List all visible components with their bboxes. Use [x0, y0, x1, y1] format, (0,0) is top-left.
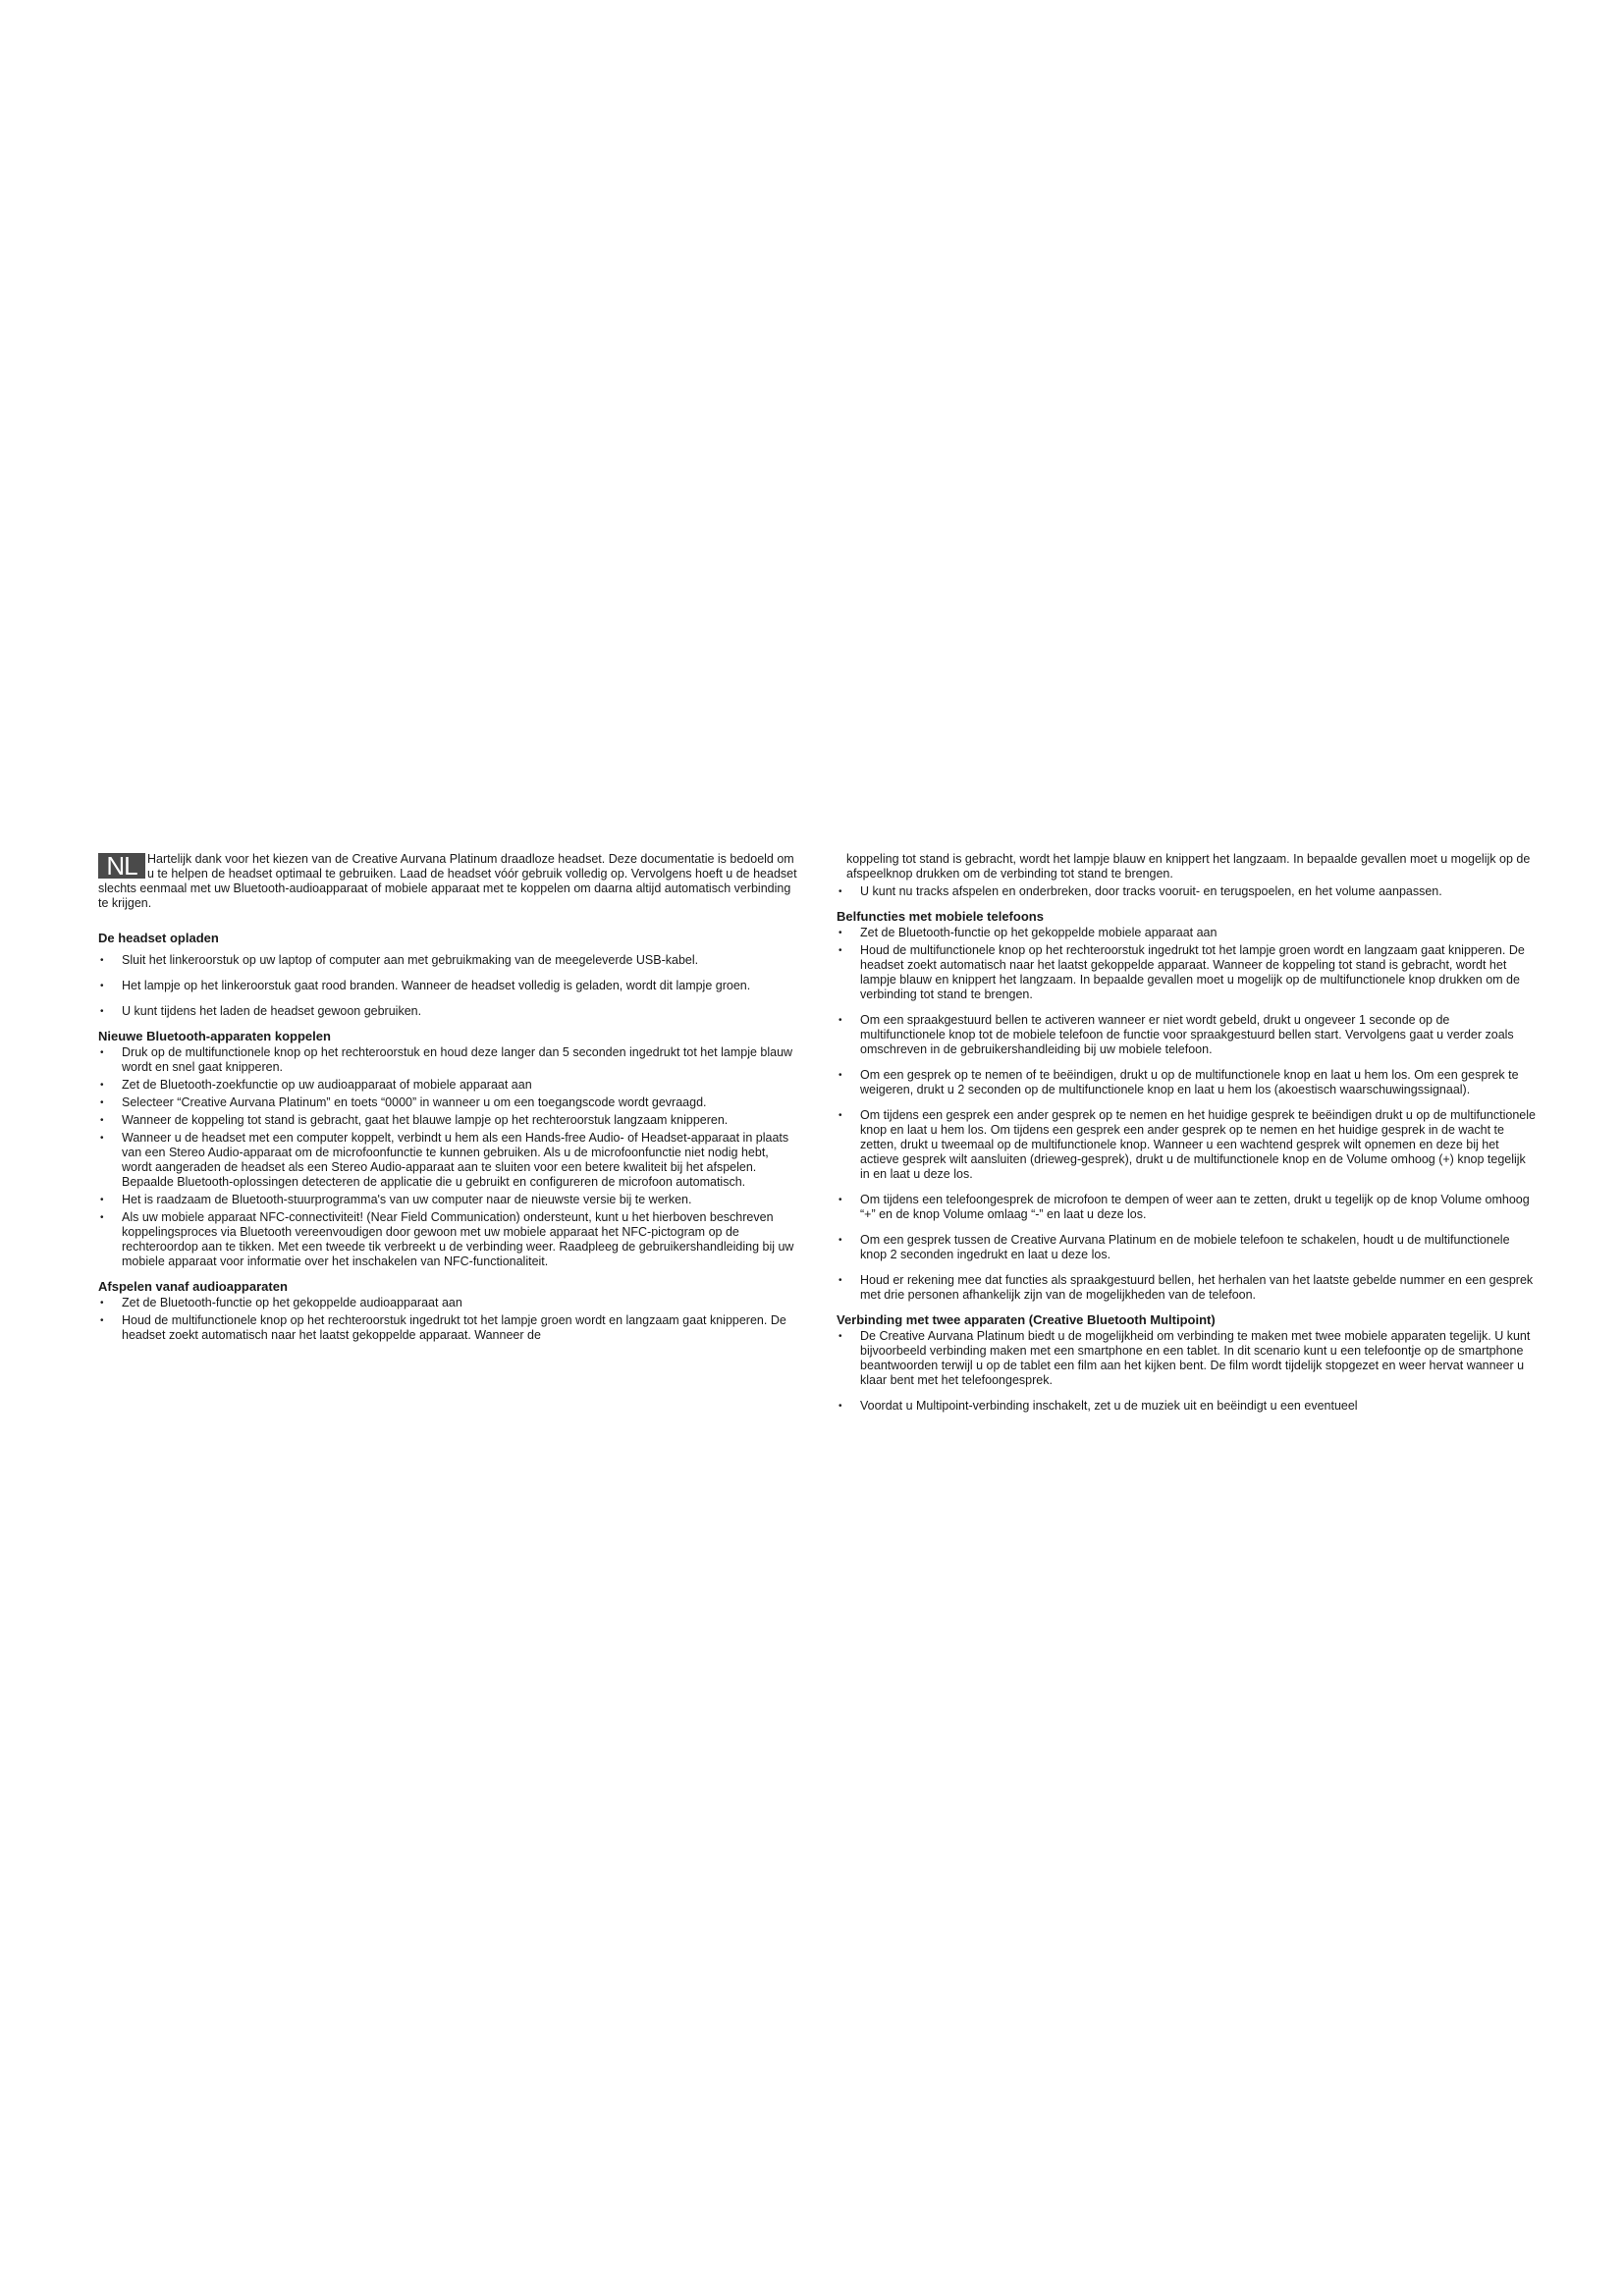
list-item: • Om een gesprek op te nemen of te beëindigen, drukt u op de multifunctionele knop en laat u hem los. Om een gesprek te weigeren, drukt u 2 seconden op de multifunctionele knop en laat u hem los (akoestisch waarschuwingssignaal). — [837, 1068, 1536, 1097]
list-item: • Druk op de multifunctionele knop op het rechteroorstuk en houd deze langer dan 5 seconden ingedrukt tot het lampje blauw wordt en snel gaat knipperen. — [98, 1045, 797, 1075]
list-item: • Als uw mobiele apparaat NFC-connectiviteit! (Near Field Communication) ondersteunt, kunt u het hierboven beschreven koppelingsproces via Bluetooth vereenvoudigen door gewoon met uw mobiele apparaat het NFC-pictogram op de rechteroordop aan te tikken. Met een tweede tik verbreekt u de verbinding weer. Raadpleeg de gebruikershandleiding bij uw mobiele apparaat voor informatie over het inschakelen van NFC-functionaliteit. — [98, 1210, 797, 1269]
heading-charge: De headset opladen — [98, 931, 219, 945]
list-item: • Om tijdens een telefoongesprek de microfoon te dempen of weer aan te zetten, drukt u tegelijk op de knop Volume omhoog “+” en de knop Volume omlaag “-” en laat u deze los. — [837, 1193, 1536, 1222]
intro-text: Hartelijk dank voor het kiezen van de Creative Aurvana Platinum draadloze headset. Deze documentatie is bedoeld om u te helpen de headset optimaal te gebruiken. Laad de headset vóór gebruik volledig op. Vervolgens hoeft u de headset slechts eenmaal met uw Bluetooth-audioapparaat of mobiele apparaat met te koppelen om daarna altijd automatisch verbinding te krijgen. — [98, 852, 797, 910]
list-item: • Het lampje op het linkeroorstuk gaat rood branden. Wanneer de headset volledig is geladen, wordt dit lampje groen. — [98, 979, 797, 993]
list-item: • Sluit het linkeroorstuk op uw laptop of computer aan met gebruikmaking van de meegeleverde USB-kabel. — [98, 953, 797, 968]
list-item: • U kunt tijdens het laden de headset gewoon gebruiken. — [98, 1004, 797, 1019]
list-item: • Houd de multifunctionele knop op het rechteroorstuk ingedrukt tot het lampje groen wordt en langzaam gaat knipperen. De headset zoekt automatisch naar het laatst gekoppelde apparaat. Wanneer de koppeling tot stand is gebracht, wordt het lampje blauw en knippert het langzaam. In bepaalde gevallen moet u mogelijk op de multifunctionele knop drukken om de verbinding tot stand te brengen. — [837, 943, 1536, 1002]
list-item: • Zet de Bluetooth-zoekfunctie op uw audioapparaat of mobiele apparaat aan — [98, 1078, 797, 1093]
list-item: • Houd er rekening mee dat functies als spraakgestuurd bellen, het herhalen van het laatste gebelde nummer en een gesprek met drie personen afhankelijk zijn van de mogelijkheden van de telefoon. — [837, 1273, 1536, 1303]
play-continuation: koppeling tot stand is gebracht, wordt het lampje blauw en knippert het langzaam. In bepaalde gevallen moet u mogelijk op de afspeelknop drukken om de verbinding tot stand te brengen. — [846, 852, 1531, 881]
play-list-continued — [837, 884, 1536, 899]
heading-calls: Belfuncties met mobiele telefoons — [837, 909, 1044, 924]
call-list — [837, 926, 1536, 1303]
list-item: • Wanneer de koppeling tot stand is gebracht, gaat het blauwe lampje op het rechteroorstuk langzaam knipperen. — [98, 1113, 797, 1128]
list-item: • Houd de multifunctionele knop op het rechteroorstuk ingedrukt tot het lampje groen wordt en langzaam gaat knipperen. De headset zoekt automatisch naar het laatst gekoppelde apparaat. Wanneer de — [98, 1313, 797, 1343]
list-item: • Om een spraakgestuurd bellen te activeren wanneer er niet wordt gebeld, drukt u ongeveer 1 seconde op de multifunctionele knop tot de mobiele telefoon de functie voor spraakgestuurd bellen start. Vervolgens gaat u verder zoals omschreven in de gebruikershandleiding bij uw mobiele telefoon. — [837, 1013, 1536, 1057]
list-item: • Zet de Bluetooth-functie op het gekoppelde mobiele apparaat aan — [837, 926, 1536, 940]
list-item: • Om tijdens een gesprek een ander gesprek op te nemen en het huidige gesprek te beëindigen drukt u op de multifunctionele knop en laat u hem los. Om tijdens een gesprek een ander gesprek op te nemen en het huidige gesprek in de wacht te zetten, drukt u tweemaal op de multifunctionele knop. Wanneer u een wachtend gesprek wilt opnemen en deze bij het actieve gesprek wilt aansluiten (drieweg-gesprek), drukt u de multifunctionele knop en de Volume omhoog (+) knop tegelijk in en laat u deze los. — [837, 1108, 1536, 1182]
heading-pair: Nieuwe Bluetooth-apparaten koppelen — [98, 1029, 331, 1043]
list-item: • Het is raadzaam de Bluetooth-stuurprogramma's van uw computer naar de nieuwste versie bij te werken. — [98, 1193, 797, 1207]
list-item: • U kunt nu tracks afspelen en onderbreken, door tracks vooruit- en terugspoelen, en het volume aanpassen. — [837, 884, 1536, 899]
list-item: • Om een gesprek tussen de Creative Aurvana Platinum en de mobiele telefoon te schakelen, houdt u de multifunctionele knop 2 seconden ingedrukt en laat u deze los. — [837, 1233, 1536, 1262]
pair-list — [98, 1045, 797, 1269]
play-list — [98, 1296, 797, 1343]
intro-block — [98, 852, 797, 911]
list-item: • Zet de Bluetooth-functie op het gekoppelde audioapparaat aan — [98, 1296, 797, 1310]
left-column — [98, 852, 797, 1353]
heading-multipoint: Verbinding met twee apparaten (Creative Bluetooth Multipoint) — [837, 1312, 1216, 1327]
right-column — [837, 852, 1536, 1423]
language-badge: NL — [98, 853, 145, 879]
list-item: • De Creative Aurvana Platinum biedt u de mogelijkheid om verbinding te maken met twee mobiele apparaten tegelijk. U kunt bijvoorbeeld verbinding maken met een smartphone en een tablet. In dit scenario kunt u een telefoontje op de smartphone beantwoorden terwijl u op de tablet een film aan het kijken bent. De film wordt tijdelijk stopgezet en weer hervat wanneer u klaar bent met het telefoongesprek. — [837, 1329, 1536, 1388]
heading-play: Afspelen vanaf audioapparaten — [98, 1279, 288, 1294]
list-item: • Voordat u Multipoint-verbinding inschakelt, zet u de muziek uit en beëindigt u een eventueel — [837, 1399, 1536, 1414]
list-item: • Selecteer “Creative Aurvana Platinum” en toets “0000” in wanneer u om een toegangscode wordt gevraagd. — [98, 1095, 797, 1110]
charge-list — [98, 953, 797, 1019]
multipoint-list — [837, 1329, 1536, 1414]
list-item: • Wanneer u de headset met een computer koppelt, verbindt u hem als een Hands-free Audio- of Headset-apparaat in plaats van een Stereo Audio-apparaat om de microfoonfunctie te kunnen gebruiken. Als u de microfoonfunctie niet nodig hebt, wordt aangeraden de headset als een Stereo Audio-apparaat aan te sluiten voor een betere kwaliteit bij het afspelen. Bepaalde Bluetooth-oplossingen detecteren de applicatie die u gebruikt en configureren de microfoon automatisch. — [98, 1131, 797, 1190]
